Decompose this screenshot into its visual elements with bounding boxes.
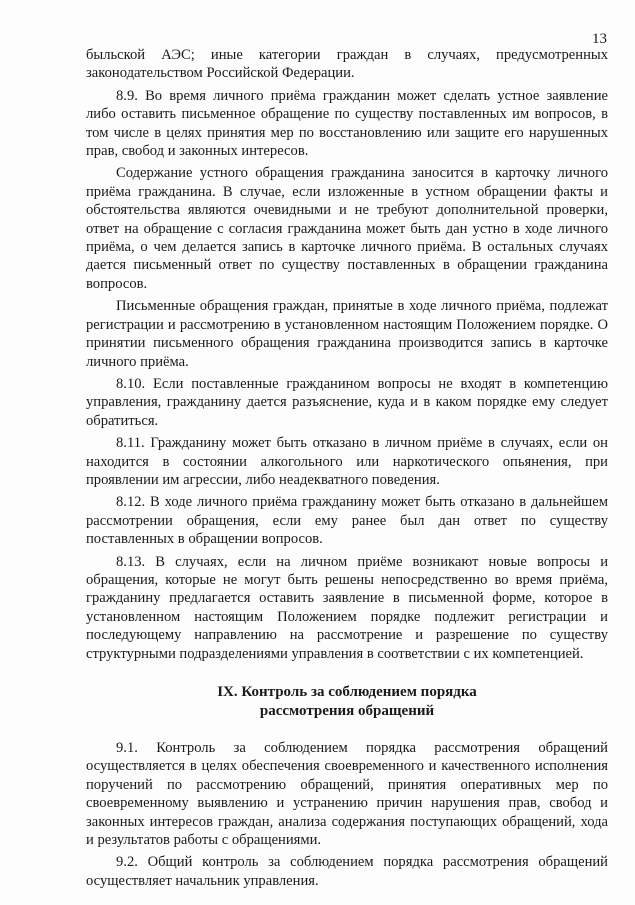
paragraph-8-10: 8.10. Если поставленные гражданином вопросы не входят в компетенцию управления, гражданину дается разъяснение, куда и в каком порядке ему следует обратиться. — [86, 375, 608, 429]
paragraph-8-11: 8.11. Гражданину может быть отказано в личном приёме в случаях, если он находится в состоянии алкогольного или наркотического опьянения, при проявлении им агрессии, либо неадекватного поведения. — [86, 435, 608, 488]
paragraph: Письменные обращения граждан, принятые в ходе личного приёма, подлежат регистрации и рассмотрению в установленном настоящим Положением порядке. О принятии письменного обращения гражданина производится запись в карточке личного приёма. — [86, 298, 608, 370]
section-heading-line: IX. Контроль за соблюдением порядка — [217, 684, 477, 700]
paragraph-8-13: 8.13. В случаях, если на личном приёме возникают новые вопросы и обращения, которые не могут быть решены непосредственно во время приёма, гражданину предлагается оставить заявление в письменной форме, которое в установленном настоящим Положением порядке подлежит регистрации и последующему направлению на рассмотрение и разрешение по существу структурными подразделениями управления в соответствии с их компетенцией. — [86, 553, 608, 662]
paragraph: быльской АЭС; иные категории граждан в случаях, предусмотренных законодательством Российской Федерации. — [86, 47, 608, 82]
section-body — [86, 739, 608, 890]
section-heading — [86, 683, 608, 721]
section-heading-line: рассмотрения обращений — [259, 703, 435, 719]
paragraph: Содержание устного обращения гражданина заносится в карточку личного приёма гражданина. В случае, если изложенные в устном обращении факты и обстоятельства являются очевидными и не требуют дополнительной проверки, ответ на обращение с согласия гражданина может быть дан устно в ходе личного приёма, о чем делается запись в карточке личного приёма. В остальных случаях дается письменный ответ по существу поставленных в обращении гражданина вопросов. — [86, 165, 608, 292]
page-number: 13 — [592, 31, 607, 47]
paragraph-8-12: 8.12. В ходе личного приёма гражданину может быть отказано в дальнейшем рассмотрении обращения, если ему ранее был дан ответ по существу поставленных в обращении вопросов. — [86, 494, 608, 548]
paragraph-9-2: 9.2. Общий контроль за соблюдением порядка рассмотрения обращений осуществляет начальник управления. — [86, 854, 608, 889]
paragraph-8-9: 8.9. Во время личного приёма гражданин может сделать устное заявление либо оставить письменное обращение по существу поставленных им вопросов, в том числе в целях принятия мер по восстановлению или защите его нарушенных прав, свобод и законных интересов. — [86, 87, 608, 160]
paragraph-9-1: 9.1. Контроль за соблюдением порядка рассмотрения обращений осуществляется в целях обеспечения своевременного и качественного исполнения поручений по рассмотрению обращений, принятия оперативных мер по своевременному выявлению и устранению причин нарушения прав, свобод и законных интересов граждан, анализа содержания поступающих обращений, хода и результатов работы с обращениями. — [86, 740, 608, 849]
document-body — [86, 46, 608, 894]
